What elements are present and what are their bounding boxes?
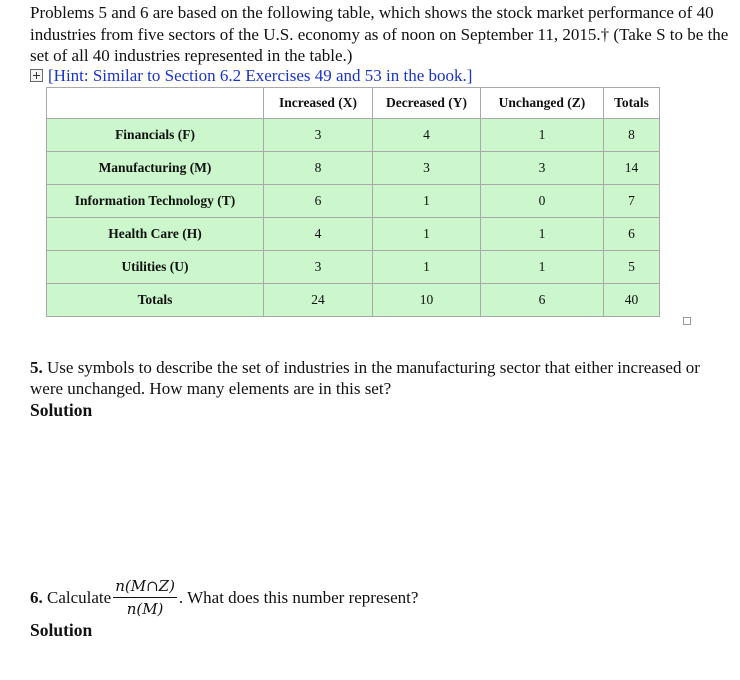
- table-header-cell: Unchanged (Z): [481, 88, 604, 119]
- table-cell: 6: [264, 185, 373, 218]
- question-suffix: . What does this number represent?: [178, 587, 419, 607]
- table-cell: 8: [604, 119, 660, 152]
- table-cell: 1: [481, 218, 604, 251]
- table-cell: 3: [481, 152, 604, 185]
- question-number: 6.: [30, 587, 43, 607]
- question-text: Use symbols to describe the set of industries in the manufacturing sector that either increased or were unchanged. How many elements are in this set?: [30, 358, 700, 398]
- table-cell: 10: [373, 284, 481, 317]
- hint-row[interactable]: [30, 65, 472, 86]
- row-label: Utilities (U): [47, 251, 264, 284]
- table-cell: 1: [373, 185, 481, 218]
- table-cell: 8: [264, 152, 373, 185]
- table-cell: 6: [481, 284, 604, 317]
- table-cell: 1: [481, 251, 604, 284]
- fraction-expression: [113, 577, 177, 618]
- table-cell: 0: [481, 185, 604, 218]
- table-header-cell: Increased (X): [264, 88, 373, 119]
- solution-label: Solution: [30, 400, 93, 420]
- table-cell: 3: [264, 119, 373, 152]
- table-cell: 4: [264, 218, 373, 251]
- table-header-cell: Decreased (Y): [373, 88, 481, 119]
- table-header-cell: [47, 88, 264, 119]
- question-5: [30, 357, 710, 399]
- row-label: Manufacturing (M): [47, 152, 264, 185]
- table-header-row: [47, 88, 660, 119]
- table-row: [47, 119, 660, 152]
- table-row: [47, 251, 660, 284]
- table-cell: 6: [604, 218, 660, 251]
- intro-paragraph: Problems 5 and 6 are based on the following table, which shows the stock market performance of 40 industries from five sectors of the U.S. economy as of noon on September 11, 2015.† (Take S to be the set of all 40 industries represented in the table.): [30, 3, 729, 65]
- table-totals-row: [47, 284, 660, 317]
- row-label: Financials (F): [47, 119, 264, 152]
- table-row: [47, 218, 660, 251]
- row-label: Health Care (H): [47, 218, 264, 251]
- table-cell: 3: [373, 152, 481, 185]
- table-cell: 5: [604, 251, 660, 284]
- table-cell: 4: [373, 119, 481, 152]
- table-cell: 1: [373, 218, 481, 251]
- question-number: 5.: [30, 358, 43, 377]
- solution-label: Solution: [30, 620, 93, 640]
- table-cell: 7: [604, 185, 660, 218]
- table-resize-handle[interactable]: [683, 317, 691, 325]
- table-row: [47, 152, 660, 185]
- row-label: Information Technology (T): [47, 185, 264, 218]
- fraction-numerator: n(M∩Z): [113, 577, 177, 598]
- row-label: Totals: [47, 284, 264, 317]
- expand-plus-icon[interactable]: [30, 69, 43, 82]
- hint-link[interactable]: [Hint: Similar to Section 6.2 Exercises 49 and 53 in the book.]: [48, 66, 473, 85]
- industry-table: [46, 87, 660, 317]
- table-cell: 1: [373, 251, 481, 284]
- table-cell: 14: [604, 152, 660, 185]
- fraction-denominator: n(M): [126, 600, 164, 618]
- question-prefix: Calculate: [47, 587, 112, 607]
- table-cell: 1: [481, 119, 604, 152]
- table-header-cell: Totals: [604, 88, 660, 119]
- table-cell: 40: [604, 284, 660, 317]
- table-cell: 24: [264, 284, 373, 317]
- question-6: [30, 577, 418, 618]
- table-row: [47, 185, 660, 218]
- table-cell: 3: [264, 251, 373, 284]
